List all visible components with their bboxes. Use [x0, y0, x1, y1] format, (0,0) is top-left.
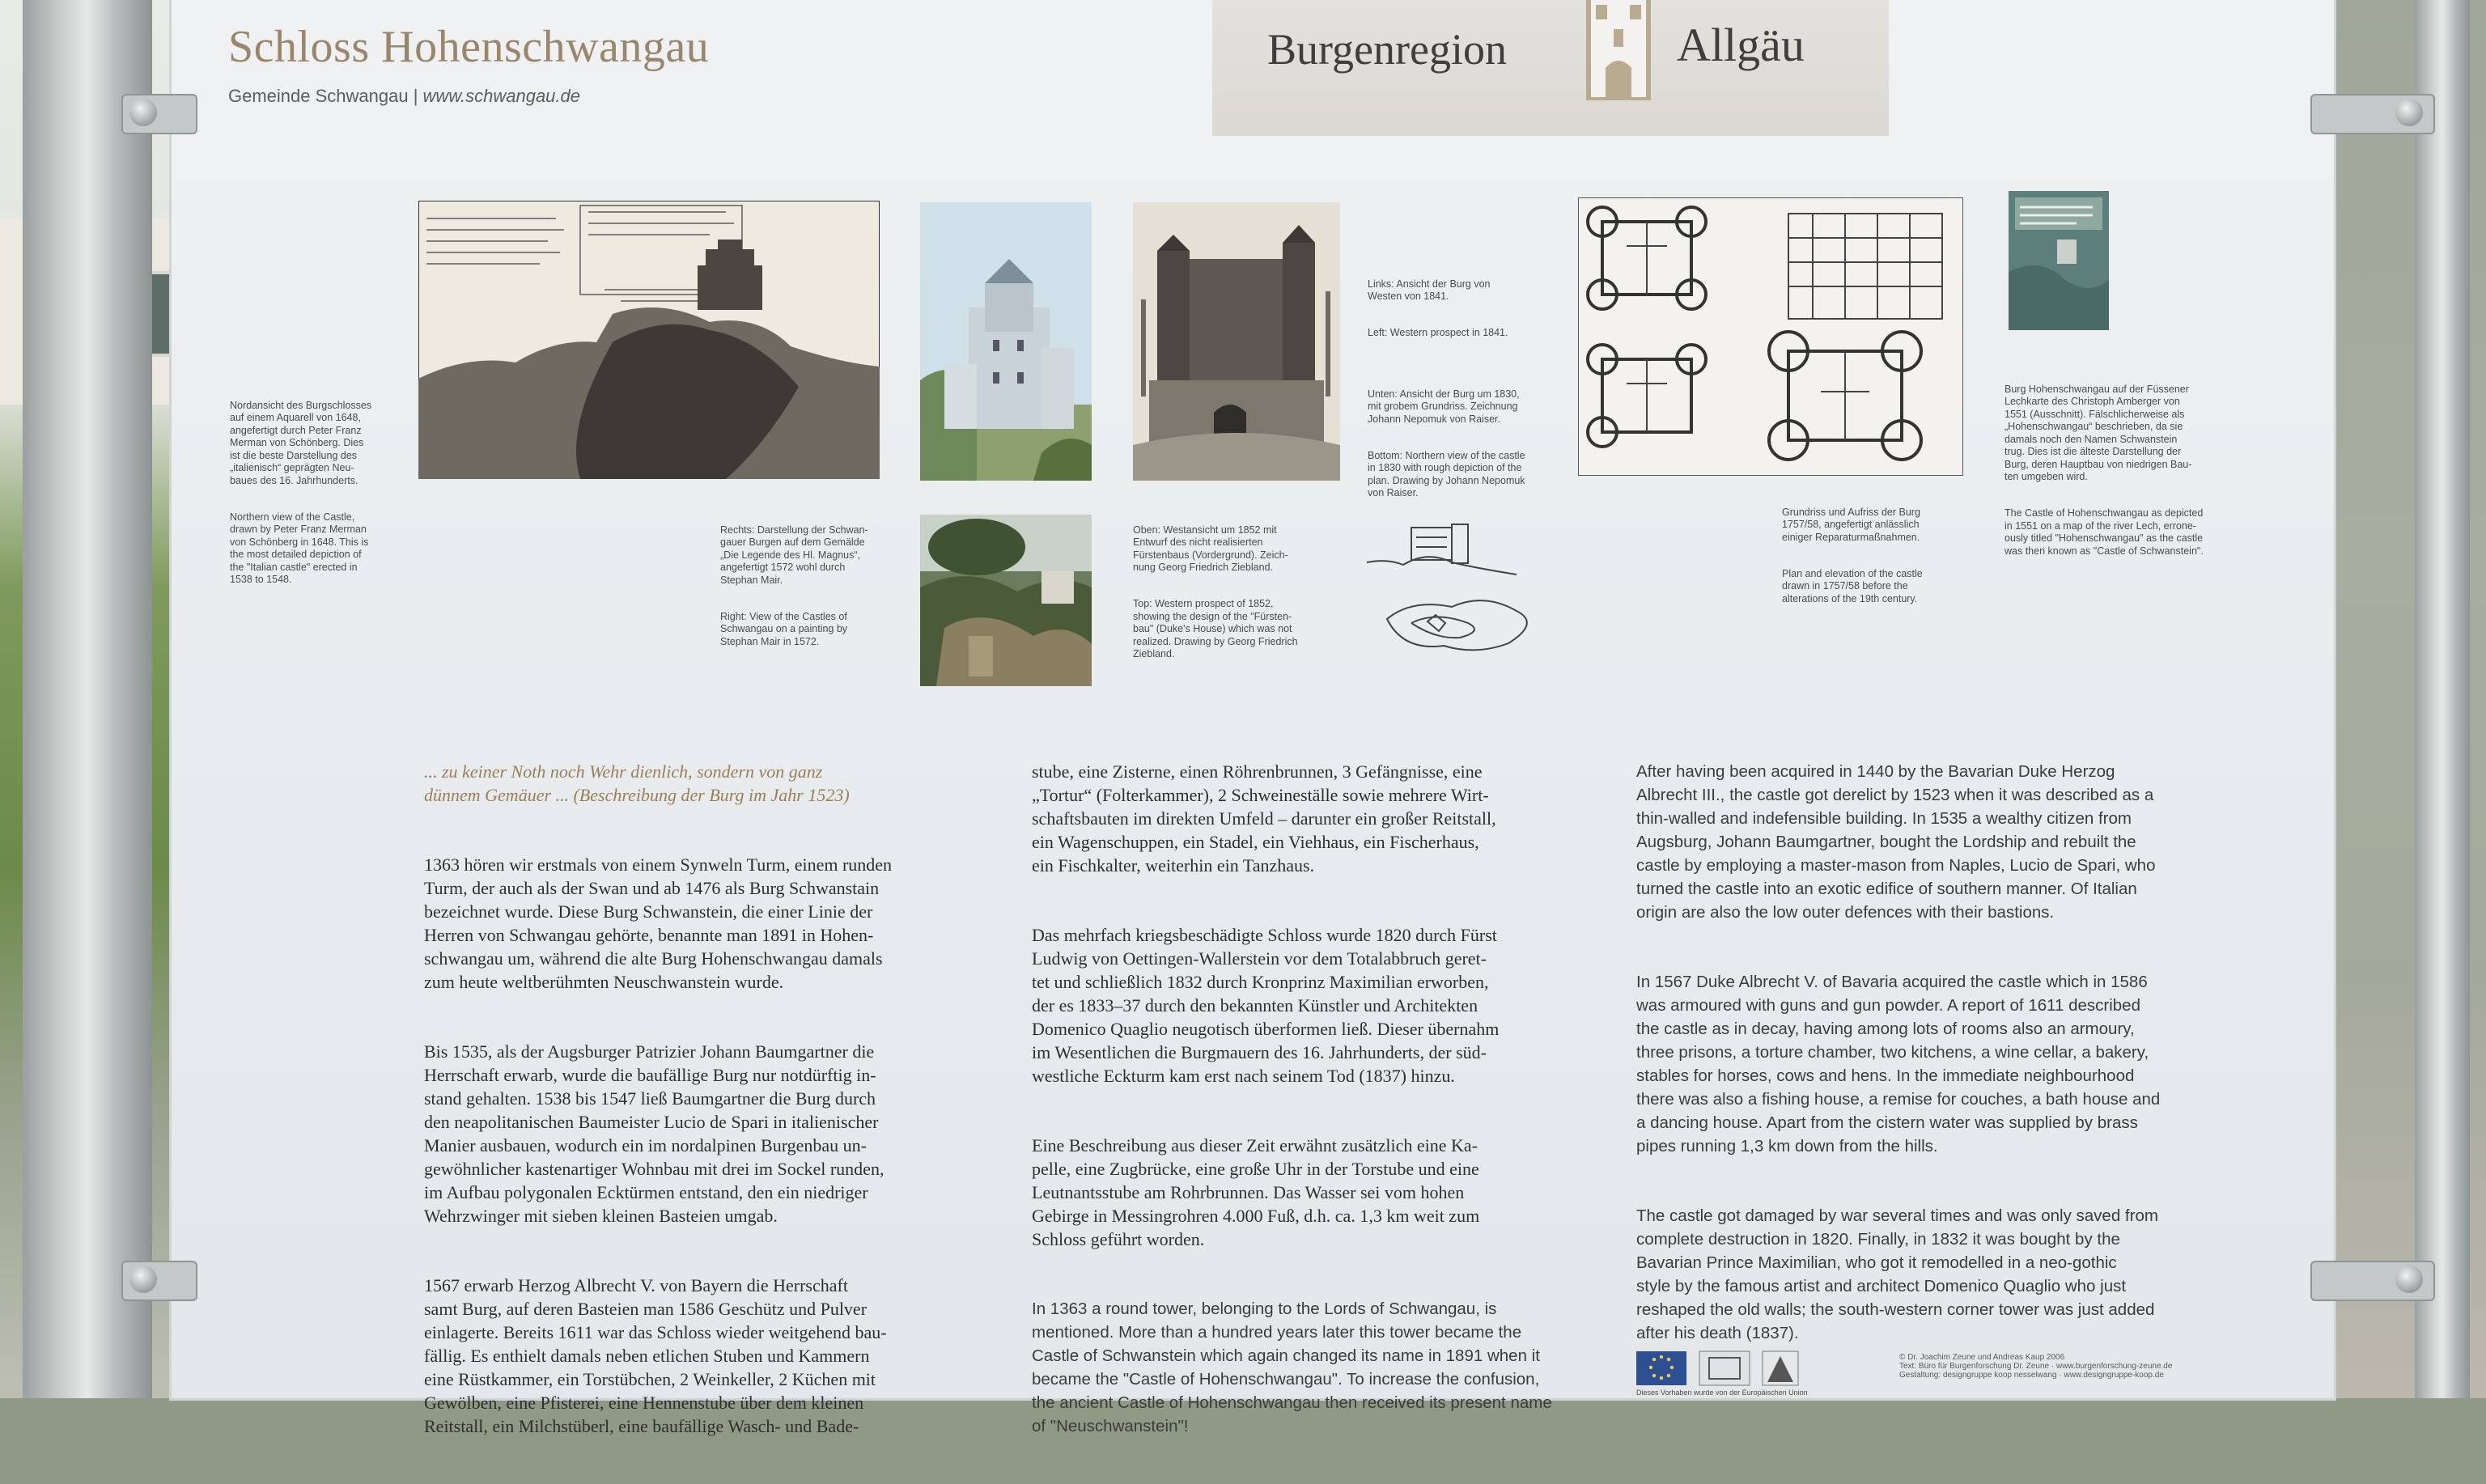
caption-plans-1757-de: Grundriss und Aufriss der Burg 1757/58, angefertigt anlässlich einiger Reparaturmaßnahmen.: [1782, 506, 1920, 543]
caption-plans-1757-en: Plan and elevation of the castle drawn in 1757/58 before the alterations of the 19th century.: [1782, 567, 1923, 604]
english-paragraph-2: In 1567 Duke Albrecht V. of Bavaria acquired the castle which in 1586 was armoured with guns and gun powder. A report of 1611 described the castle as in decay, having among lots of rooms also an armoury, three prisons, a torture chamber, two kitchens, a wine cellar, a bakery, stables for horses, cows and hens. In the immediate neighbourhood there was also a fishing house, a remise for couches, a bath house and a dancing house. Apart from the cistern water was supplied by brass pipes running 1,3 km down from the hills.: [1636, 973, 2161, 1155]
caption-north-view: [230, 387, 392, 610]
eu-note: Dieses Vorhaben wurde von der Europäischen Union: [1636, 1389, 1808, 1397]
caption-west-1852-en: Top: Western prospect of 1852, showing the design of the "Fürsten- bau" (Duke's House) which was not realized. Drawing by Georg Friedrich Ziebland.: [1133, 598, 1298, 659]
municipality-line: [228, 86, 580, 107]
caption-plan-1830-en: Bottom: Northern view of the castle in 1830 with rough depiction of the plan. Drawing by Johann Nepomuk von Raiser.: [1368, 449, 1525, 498]
caption-mair: [720, 511, 906, 672]
region-left: Burgenregion: [1267, 25, 1507, 74]
german-paragraph-6: Eine Beschreibung aus dieser Zeit erwähnt zusätzlich eine Ka- pelle, eine Zugbrücke, eine große Uhr in der Torstube und eine Leutnantsstube am Rohrbrunnen. Das Wasser sei vom hohen Gebirge in Messingrohren 4.000 Fuß, d.h. ca. 1,3 km weit zum Schloss geführt worden.: [1032, 1135, 1480, 1249]
german-paragraph-4: stube, eine Zisterne, einen Röhrenbrunnen, 3 Gefängnisse, eine „Tortur“ (Folterkammer), 2 Schweineställe sowie mehrere Wirt- schaftsbauten im direkten Umfeld – darunter ein großer Reitstall, ein Wagenschuppen, ein Stadel, ein Viehhaus, ein Fischerhaus, ein Fischkalter, weiterhin ein Tanzhaus.: [1032, 761, 1496, 876]
english-column: [1636, 736, 2219, 1391]
left-post: [23, 0, 152, 1398]
caption-west-1841-de: Links: Ansicht der Burg von Westen von 1841.: [1368, 278, 1491, 302]
german-paragraph-1: 1363 hören wir erstmals von einem Synweln Turm, einem runden Turm, der auch als der Swan und ab 1476 als Burg Schwanstain bezeichnet wurde. Diese Burg Schwanstein, die einer Linie der Herren von Schwangau gehörte, benannte man 1891 in Hohen- schwangau um, während die alte Burg Hohenschwangau damals zum heute weltberühmten Neuschwanstein wurde.: [424, 854, 893, 992]
legend-magnus-image: [920, 515, 1092, 686]
page-title: Schloss Hohenschwangau: [228, 22, 710, 72]
bolt: [129, 99, 157, 126]
caption-map-1551-de: Burg Hohenschwangau auf der Füssener Lechkarte des Christoph Amberger von 1551 (Ausschnitt). Fälschlicherweise als „Hohenschwangau“ beschrieben, da sie damals noch den Namen Schwanstein trug. Dies ist die älteste Darstellung der Burg, deren Hauptbau von niedrigen Bau- ten umgeben wird.: [2004, 383, 2192, 482]
german-paragraph-5: Das mehrfach kriegsbeschädigte Schloss wurde 1820 durch Fürst Ludwig von Oettingen-Wallerstein vor dem Totalabbruch geret- tet und schließlich 1832 durch Kronprinz Maximilian erworben, der es 1833–37 durch den bekannten Künstler und Architekten Domenico Quaglio neugotisch überformen ließ. Dieser übernahm im Wesentlichen die Burgmauern des 16. Jahrhunderts, der süd- westliche Eckturm kam erst nach seinem Tod (1837) hinzu.: [1032, 925, 1500, 1086]
german-column-2: [1032, 736, 1631, 1484]
english-paragraph-1: After having been acquired in 1440 by the Bavarian Duke Herzog Albrecht III., the castle got derelict by 1523 when it was described as a thin-walled and indefensible building. In 1535 a wealthy citizen from Augsburg, Johann Baumgartner, bought the Lordship and rebuilt the castle by employing a master-mason from Naples, Lucio de Spari, who turned the castle into an exotic edifice of southern manner. Of Italian origin are also the low outer defences with their bastions.: [1636, 762, 2156, 922]
caption-mair-en: Right: View of the Castles of Schwangau on a painting by Stephan Mair in 1572.: [720, 610, 848, 647]
caption-west-1852: [1133, 511, 1343, 685]
west-view-1852-image: [1133, 202, 1340, 481]
german-column-1: [424, 736, 1007, 1484]
caption-west-1841: [1368, 265, 1546, 363]
caption-plans-1757: [1782, 494, 1960, 630]
sponsor-logos: [1636, 1350, 1806, 1387]
right-post: [2415, 0, 2470, 1398]
lech-map-1551-image: [2009, 191, 2109, 330]
caption-plan-1830-de: Unten: Ansicht der Burg um 1830, mit grobem Grundriss. Zeichnung Johann Nepomuk von Raiser.: [1368, 388, 1520, 425]
bolt: [2395, 1266, 2423, 1293]
caption-map-1551: [2004, 371, 2207, 582]
website-link: www.schwangau.de: [422, 86, 580, 106]
sketch-1830-image: [1355, 502, 1565, 672]
tower-logo: [1580, 0, 1657, 100]
bolt: [2395, 99, 2423, 126]
english-paragraph-3: The castle got damaged by war several times and was only saved from complete destruction in 1820. Finally, in 1832 it was bought by the Bavarian Prince Maximilian, who got it remodelled in a neo-gothic style by the famous artist and architect Domenico Quaglio who just reshaped the old walls; the south-western corner tower was just added after his death (1837).: [1636, 1206, 2158, 1342]
german-paragraph-2: Bis 1535, als der Augsburger Patrizier Johann Baumgartner die Herrschaft erwarb, wurde die baufällige Burg nur notdürftig in- stand gehalten. 1538 bis 1547 ließ Baumgartner die Burg durch den neapolitanischen Baumeister Lucio de Spari in italienischer Manier ausbauen, wodurch ein im nordalpinen Burgenbau un- gewöhnlicher kastenartiger Wohnbau mit drei im Sockel runden, im Aufbau polygonalen Ecktürmen entstand, den ein niedriger Wehrzwinger mit sieben kleinen Basteien umgab.: [424, 1041, 885, 1226]
caption-mair-de: Rechts: Darstellung der Schwan- gauer Burgen auf dem Gemälde „Die Legende des Hl. Magnus“, angefertigt 1572 wohl durch Stephan Mair.: [720, 524, 868, 586]
caption-west-1852-de: Oben: Westansicht um 1852 mit Entwurf des nicht realisierten Fürstenbaus (Vordergrund). Zeich- nung Georg Friedrich Ziebland.: [1133, 524, 1288, 573]
caption-north-view-en: Northern view of the Castle, drawn by Peter Franz Merman von Schönberg in 1648. This is the most detailed depiction of the "Italian castle" erected in 1538 to 1548.: [230, 511, 369, 585]
caption-west-1841-en: Left: Western prospect in 1841.: [1368, 327, 1508, 338]
bolt: [129, 1266, 157, 1293]
info-board: [172, 0, 2334, 1436]
german-paragraph-3: 1567 erwarb Herzog Albrecht V. von Bayern die Herrschaft samt Burg, auf deren Basteien man 1586 Geschütz und Pulver einlagerte. Bereits 1611 war das Schloss wieder weitgehend bau- fällig. Es enthielt damals neben etlichen Stuben und Kammern eine Rüstkammer, ein Torstübchen, 2 Weinkeller, 2 Küchen mit Gewölben, eine Pfisterei, eine Hennenstube über dem kleinen Reitstall, ein Milchstüberl, eine baufällige Wasch- und Bade-: [424, 1275, 887, 1436]
english-paragraph-intro: In 1363 a round tower, belonging to the Lords of Schwangau, is mentioned. More than a hundred years later this tower became the Castle of Schwanstein which again changed its name in 1891 when it became the "Castle of Hohenschwangau". To increase the confusion, the ancient Castle of Hohenschwangau then received its present name of "Neuschwanstein"!: [1032, 1300, 1552, 1435]
watercolor-1648-image: [418, 201, 880, 479]
quote-1523: ... zu keiner Noth noch Wehr dienlich, sondern von ganz dünnem Gemäuer ... (Beschreibung der Burg im Jahr 1523): [424, 761, 850, 805]
region-right: Allgäu: [1677, 19, 1805, 71]
caption-map-1551-en: The Castle of Hohenschwangau as depicted in 1551 on a map of the river Lech, errone- ously titled "Hohenschwangau" as the castle was then known as "Castle of Schwanstein".: [2004, 507, 2204, 557]
credits: © Dr. Joachim Zeune und Andreas Kaup 2006 Text: Büro für Burgenforschung Dr. Zeune · www.burgenforschung-zeune.de Gestaltung: designgruppe koop nesselwang · www.designgruppe-koop.de: [1899, 1353, 2173, 1380]
caption-north-view-de: Nordansicht des Burgschlosses auf einem Aquarell von 1648, angefertigt durch Peter Franz Merman von Schönberg. Dies ist die beste Darstellung des „italienisch“ geprägten Neu- baues des 16. Jahrhunderts.: [230, 399, 372, 486]
castle-painting-image: [920, 202, 1092, 481]
municipality: Gemeinde Schwangau |: [228, 86, 418, 106]
floor-plans-1757-image: [1578, 197, 1963, 476]
